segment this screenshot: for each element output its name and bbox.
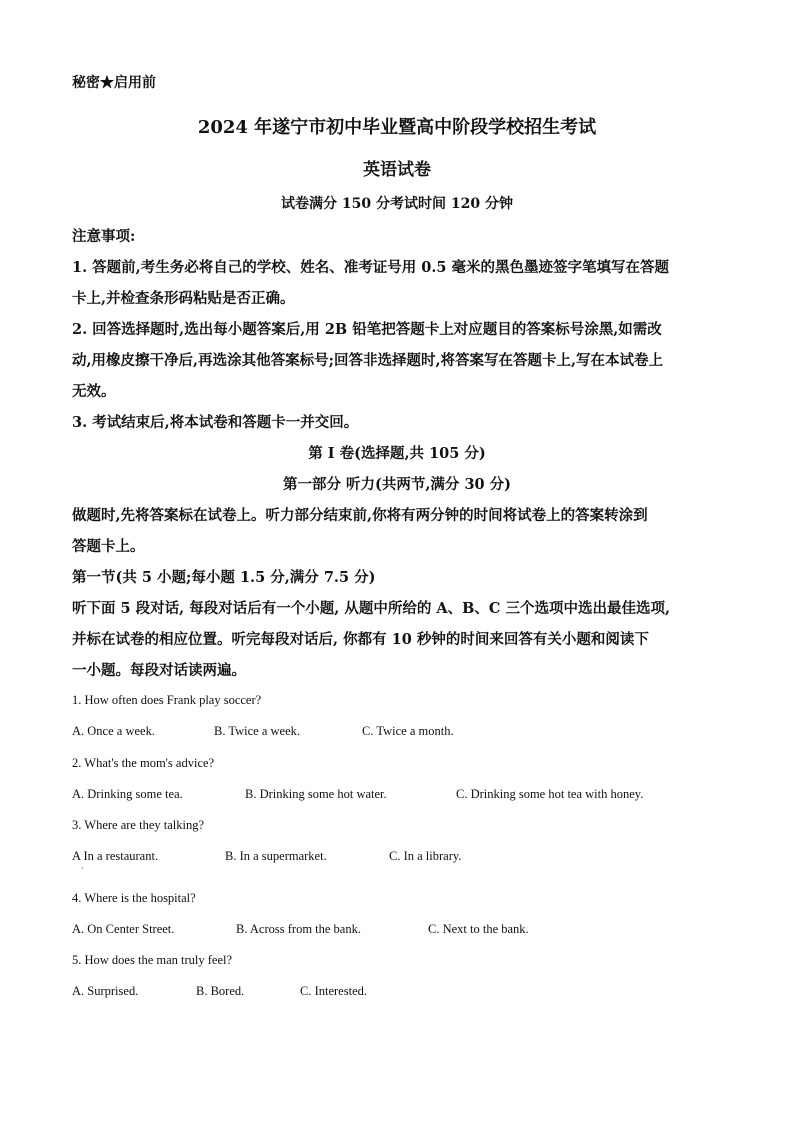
question-3: 3. Where are they talking? bbox=[72, 818, 205, 832]
q1-option-a: A. Once a week. bbox=[72, 724, 155, 738]
q3-option-a: A In a restaurant. bbox=[72, 849, 159, 863]
directions-line: 并标在试卷的相应位置。听完每段对话后, 你都有 10 秒钟的时间来回答有关小题和阅读下 bbox=[72, 631, 649, 648]
q5-option-a: A. Surprised. bbox=[72, 984, 139, 998]
notes-line: 1. 答题前,考生务必将自己的学校、姓名、准考证号用 0.5 毫米的黑色墨迹签字笔填写在答题 bbox=[72, 259, 670, 276]
q2-option-a: A. Drinking some tea. bbox=[72, 787, 183, 801]
question-1: 1. How often does Frank play soccer? bbox=[72, 693, 262, 707]
notes-line: 3. 考试结束后,将本试卷和答题卡一并交回。 bbox=[72, 414, 359, 431]
q1-option-b: B. Twice a week. bbox=[214, 724, 301, 738]
volume-heading: 第 I 卷(选择题,共 105 分) bbox=[308, 445, 486, 462]
instruction-line: 答题卡上。 bbox=[72, 538, 145, 555]
stray-dot: · bbox=[81, 864, 84, 873]
subsection-heading: 第一节(共 5 小题;每小题 1.5 分,满分 7.5 分) bbox=[72, 569, 376, 586]
secret-label: 秘密★启用前 bbox=[72, 75, 156, 91]
question-5: 5. How does the man truly feel? bbox=[72, 953, 233, 967]
instruction-line: 做题时,先将答案标在试卷上。听力部分结束前,你将有两分钟的时间将试卷上的答案转涂到 bbox=[72, 507, 648, 524]
notes-line: 2. 回答选择题时,选出每小题答案后,用 2B 铅笔把答题卡上对应题目的答案标号涂黑,如需改 bbox=[72, 321, 662, 338]
directions-line: 一小题。每段对话读两遍。 bbox=[72, 662, 246, 679]
notes-heading: 注意事项: bbox=[72, 228, 136, 245]
q4-option-c: C. Next to the bank. bbox=[428, 922, 529, 936]
q4-option-a: A. On Center Street. bbox=[72, 922, 175, 936]
q3-option-c: C. In a library. bbox=[389, 849, 462, 863]
q3-option-b: B. In a supermarket. bbox=[225, 849, 327, 863]
notes-line: 卡上,并检查条形码粘贴是否正确。 bbox=[72, 290, 295, 307]
exam-subtitle: 英语试卷 bbox=[363, 160, 431, 180]
directions-line: 听下面 5 段对话, 每段对话后有一个小题, 从题中所给的 A、B、C 三个选项中选出最佳选项, bbox=[72, 600, 671, 617]
section-heading: 第一部分 听力(共两节,满分 30 分) bbox=[282, 476, 512, 493]
q5-option-c: C. Interested. bbox=[300, 984, 367, 998]
exam-meta: 试卷满分 150 分考试时间 120 分钟 bbox=[281, 196, 513, 212]
q2-option-b: B. Drinking some hot water. bbox=[245, 787, 387, 801]
question-4: 4. Where is the hospital? bbox=[72, 891, 196, 905]
notes-line: 无效。 bbox=[72, 383, 116, 400]
exam-title: 2024 年遂宁市初中毕业暨高中阶段学校招生考试 bbox=[197, 117, 597, 138]
q5-option-b: B. Bored. bbox=[196, 984, 245, 998]
notes-line: 动,用橡皮擦干净后,再选涂其他答案标号;回答非选择题时,将答案写在答题卡上,写在本试卷上 bbox=[72, 352, 664, 369]
q2-option-c: C. Drinking some hot tea with honey. bbox=[456, 787, 644, 801]
q1-option-c: C. Twice a month. bbox=[362, 724, 454, 738]
q4-option-b: B. Across from the bank. bbox=[236, 922, 361, 936]
question-2: 2. What's the mom's advice? bbox=[72, 756, 215, 770]
